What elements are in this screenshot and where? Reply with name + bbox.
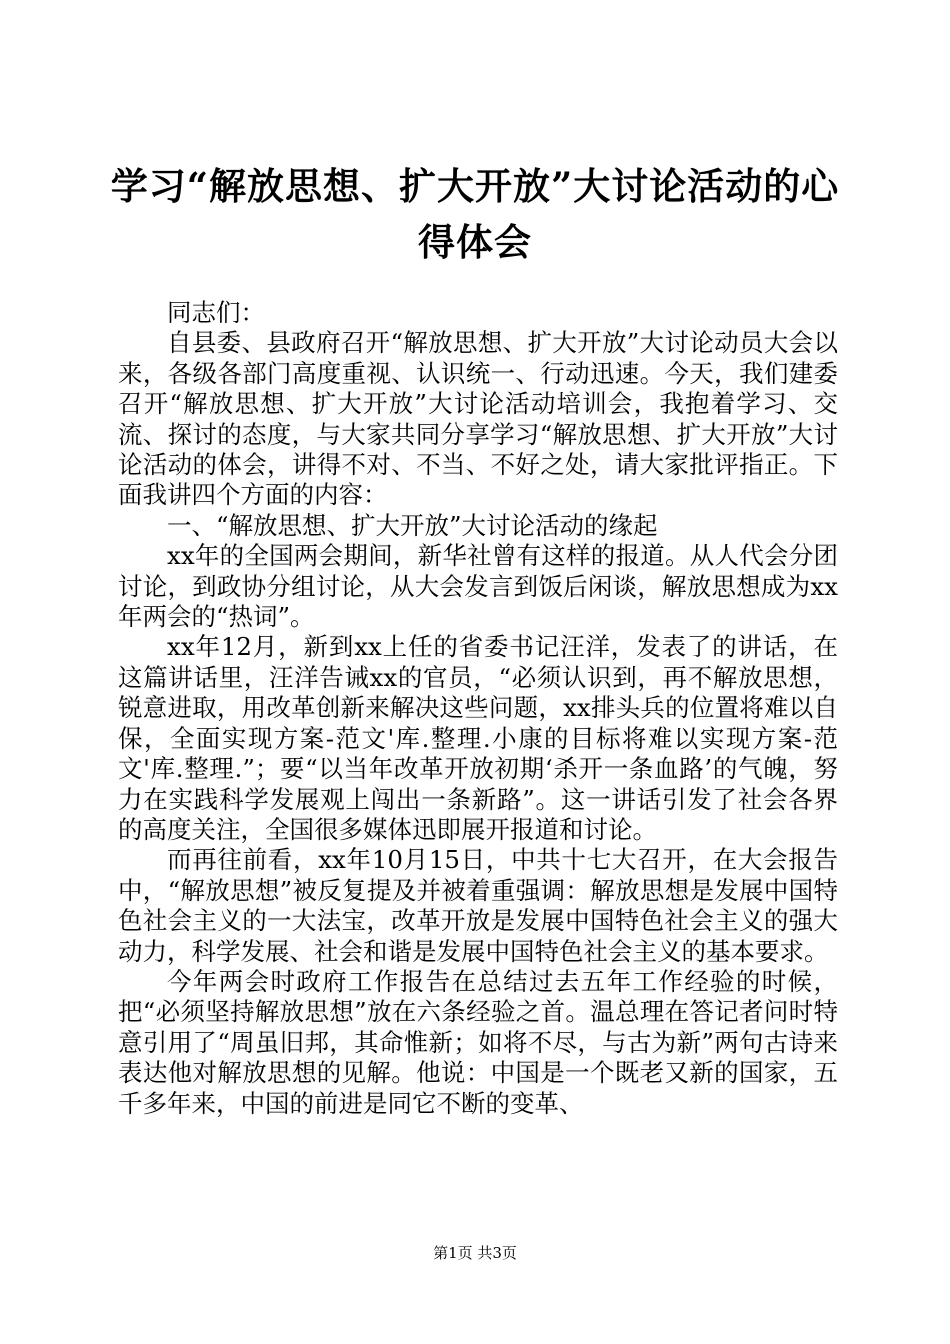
document-body [118, 298, 838, 1119]
paragraph: xx年的全国两会期间，新华社曾有这样的报道。从人代会分团讨论，到政协分组讨论，从大会发言到饭后闲谈，解放思想成为xx年两会的“热词”。 [118, 541, 838, 632]
paragraph: 今年两会时政府工作报告在总结过去五年工作经验的时候，把“必须坚持解放思想”放在六条经验之首。温总理在答记者问时特意引用了“周虽旧邦，其命惟新；如将不尽，与古为新”两句古诗来表达他对解放思想的见解。他说：中国是一个既老又新的国家，五千多年来，中国的前进是同它不断的变革、 [118, 966, 838, 1118]
salutation: 同志们： [167, 298, 265, 327]
paragraph: 而再往前看，xx年10月15日，中共十七大召开，在大会报告中，“解放思想”被反复提及并被着重强调：解放思想是发展中国特色社会主义的一大法宝，改革开放是发展中国特色社会主义的强大动力，科学发展、社会和谐是发展中国特色社会主义的基本要求。 [118, 845, 838, 966]
section-heading: 一、“解放思想、扩大开放”大讨论活动的缘起 [167, 510, 658, 540]
title-line-2: 得体会 [418, 220, 532, 264]
page-footer: 第1页 共3页 [433, 1244, 517, 1262]
title-line-1: 学习“解放思想、扩大开放”大讨论活动的心 [110, 164, 840, 208]
document-title [110, 158, 840, 270]
paragraph: xx年12月，新到xx上任的省委书记汪洋，发表了的讲话，在这篇讲话里，汪洋告诫xx的官员，“必须认识到，再不解放思想，锐意进取，用改革创新来解决这些问题，xx排头兵的位置将难以自保，全面实现方案-范文'库.整理.小康的目标将难以实现方案-范文'库.整理.”；要“以当年改革开放初期‘杀开一条血路’的气魄，努力在实践科学发展观上闯出一条新路”。这一讲话引发了社会各界的高度关注，全国很多媒体迅即展开报道和讨论。 [118, 632, 838, 844]
paragraph-intro: 自县委、县政府召开“解放思想、扩大开放”大讨论动员大会以来，各级各部门高度重视、认识统一、行动迅速。今天，我们建委召开“解放思想、扩大开放”大讨论活动培训会，我抱着学习、交流、探讨的态度，与大家共同分享学习“解放思想、扩大开放”大讨论活动的体会，讲得不对、不当、不好之处，请大家批评指正。下面我讲四个方面的内容： [118, 328, 838, 510]
